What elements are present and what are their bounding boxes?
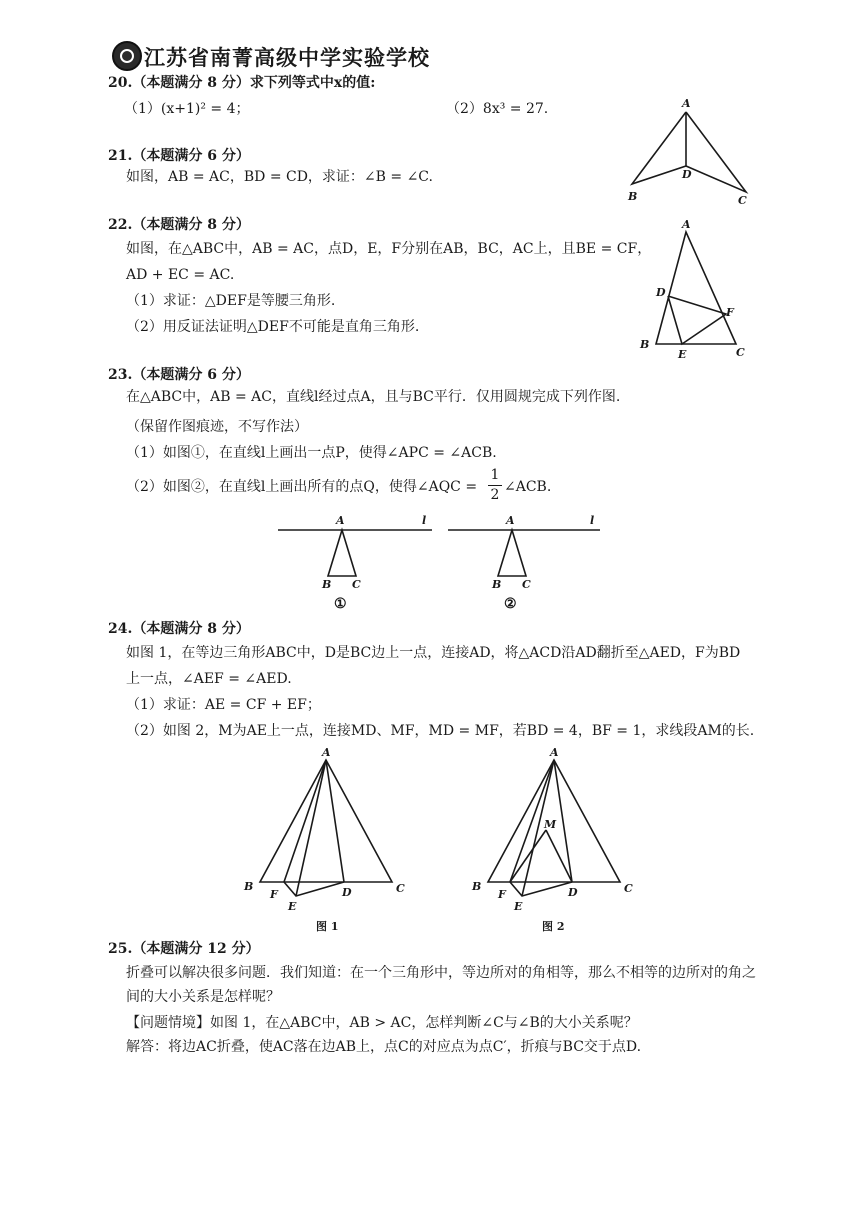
q24-fig2-caption: 图 2 xyxy=(542,920,565,933)
q24-fig1-label-c: C xyxy=(396,882,405,895)
q20-heading: 20.（本题满分 8 分）求下列等式中x的值: xyxy=(108,75,376,91)
q24-fig1-label-d: D xyxy=(342,886,352,899)
q22-label-e: E xyxy=(678,348,687,361)
q23-part2-post: ∠ACB. xyxy=(504,479,552,495)
q25-heading: 25.（本题满分 12 分） xyxy=(108,941,260,957)
q24-part2: （2）如图 2，M为AE上一点，连接MD、MF，MD = MF，若BD = 4，BF = 1，求线段AM的长. xyxy=(126,723,755,739)
school-name: 江苏省南菁高级中学实验学校 xyxy=(144,45,430,70)
q21-label-a: A xyxy=(682,97,691,110)
q22-label-d: D xyxy=(656,286,666,299)
q23-line2: （保留作图痕迹，不写作法） xyxy=(126,419,308,435)
q24-fig2-label-b: B xyxy=(472,880,482,893)
q24-fig2-label-c: C xyxy=(624,882,633,895)
q23-fig2-label-c: C xyxy=(522,578,531,591)
q23-heading: 23.（本题满分 6 分） xyxy=(108,367,250,383)
q24-figure-1 xyxy=(240,746,420,936)
q24-fig1-caption: 图 1 xyxy=(316,920,339,933)
q23-part1: （1）如图①，在直线l上画出一点P，使得∠APC = ∠ACB. xyxy=(126,445,497,461)
q24-heading: 24.（本题满分 8 分） xyxy=(108,621,250,637)
q24-fig1-label-e: E xyxy=(288,900,297,913)
q24-part1: （1）求证：AE = CF + EF； xyxy=(126,697,321,713)
q21-heading: 21.（本题满分 6 分） xyxy=(108,148,250,164)
q24-line2: 上一点，∠AEF = ∠AED. xyxy=(126,671,292,687)
q22-label-a: A xyxy=(682,218,691,231)
q24-fig2-label-e: E xyxy=(514,900,523,913)
q23-fig1-caption: ① xyxy=(334,596,347,612)
q24-fig2-label-d: D xyxy=(568,886,578,899)
q21-body: 如图，AB = AC，BD = CD，求证：∠B = ∠C. xyxy=(126,169,433,185)
q23-fig2-caption: ② xyxy=(504,596,517,612)
school-logo xyxy=(112,41,142,71)
q21-label-c: C xyxy=(738,194,747,207)
q23-fig1-label-c: C xyxy=(352,578,361,591)
q22-heading: 22.（本题满分 8 分） xyxy=(108,217,250,233)
q22-line2: AD + EC = AC. xyxy=(126,267,235,283)
q24-fig2-label-m: M xyxy=(544,818,557,831)
q22-label-f: F xyxy=(726,306,734,319)
q24-figure-2 xyxy=(468,746,648,936)
q22-label-b: B xyxy=(640,338,650,351)
q23-fig2-label-l: l xyxy=(590,514,595,527)
q24-fig1-label-a: A xyxy=(322,746,331,759)
q21-figure xyxy=(620,96,760,208)
q24-fig2-label-f: F xyxy=(498,888,506,901)
q24-fig2-label-a: A xyxy=(550,746,559,759)
q23-figure-2 xyxy=(448,508,608,612)
q23-frac-num: 1 xyxy=(490,467,500,483)
q23-fig2-label-a: A xyxy=(506,514,515,527)
q20-part1: （1）(x+1)² = 4； xyxy=(124,101,250,117)
q22-line1: 如图，在△ABC中，AB = AC，点D，E，F分别在AB，BC，AC上，且BE = CF， xyxy=(126,241,652,257)
q23-fig1-label-b: B xyxy=(322,578,332,591)
q21-label-d: D xyxy=(682,168,692,181)
q24-line1: 如图 1，在等边三角形ABC中，D是BC边上一点，连接AD，将△ACD沿AD翻折至△AED，F为BD xyxy=(126,645,741,661)
q23-fig1-label-l: l xyxy=(422,514,427,527)
q24-fig1-label-f: F xyxy=(270,888,278,901)
q25-line3: 【问题情境】如图 1，在△ABC中，AB > AC，怎样判断∠C与∠B的大小关系呢？ xyxy=(126,1015,638,1031)
q21-label-b: B xyxy=(628,190,638,203)
q22-part1: （1）求证：△DEF是等腰三角形. xyxy=(126,293,336,309)
q24-fig1-label-b: B xyxy=(244,880,254,893)
q23-figure-1 xyxy=(278,508,438,612)
q23-part2-pre: （2）如图②，在直线l上画出所有的点Q，使得∠AQC = xyxy=(126,479,478,495)
q25-line1: 折叠可以解决很多问题．我们知道：在一个三角形中，等边所对的角相等，那么不相等的边所对的角之 xyxy=(126,965,756,981)
q25-line2: 间的大小关系是怎样呢？ xyxy=(126,989,280,1005)
q22-figure xyxy=(636,216,756,364)
q22-label-c: C xyxy=(736,346,745,359)
q23-frac-den: 2 xyxy=(490,487,500,503)
q20-part2: （2）8x³ = 27. xyxy=(446,101,549,117)
q23-fig2-label-b: B xyxy=(492,578,502,591)
q22-part2: （2）用反证法证明△DEF不可能是直角三角形. xyxy=(126,319,420,335)
q23-fig1-label-a: A xyxy=(336,514,345,527)
q25-line4: 解答：将边AC折叠，使AC落在边AB上，点C的对应点为点C′，折痕与BC交于点D. xyxy=(126,1039,642,1055)
q23-line1: 在△ABC中，AB = AC，直线l经过点A，且与BC平行．仅用圆规完成下列作图. xyxy=(126,389,621,405)
